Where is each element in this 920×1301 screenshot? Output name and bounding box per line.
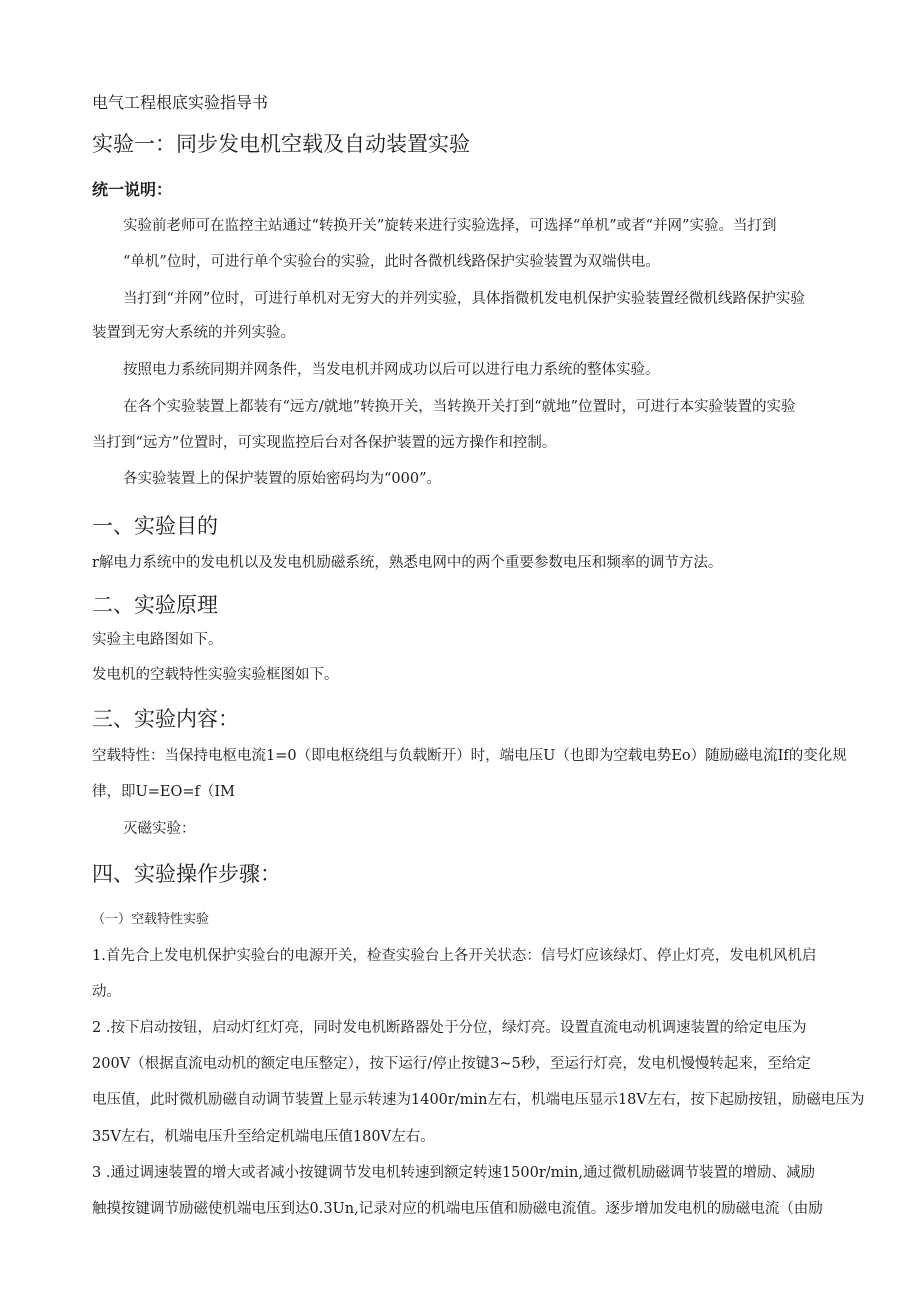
unified-note-heading: 统一说明：: [92, 180, 173, 199]
principle-line: 发电机的空载特性实验实验框图如下。: [92, 667, 339, 683]
content-line: 灭磁实验：: [123, 821, 196, 837]
document-header: 电气工程根底实验指导书: [92, 93, 269, 112]
step-line: 35V左右，机端电压升至给定机端电压值180V左右。: [92, 1129, 435, 1145]
step-line: 200V（根据直流电动机的额定电压整定），按下运行/停止按键3~5秒，至运行灯亮，发电机慢慢转起来，至给定: [92, 1056, 811, 1072]
intro-paragraph-line: 在各个实验装置上都装有“远方/就地”转换开关，当转换开关打到“就地”位置时，可进行本实验装置的实验: [123, 399, 796, 415]
step-line: 动。: [92, 984, 121, 1000]
section-heading-principle: 二、实验原理: [92, 593, 218, 617]
purpose-text: r解电力系统中的发电机以及发电机励磁系统，熟悉电网中的两个重要参数电压和频率的调节方法。: [92, 555, 723, 571]
intro-paragraph-line: “单机”位时，可进行单个实验台的实验，此时各微机线路保护实验装置为双端供电。: [123, 254, 660, 270]
step-line: 1.首先合上发电机保护实验台的电源开关，检查实验台上各开关状态：信号灯应该绿灯、停止灯亮，发电机风机启: [92, 948, 817, 964]
step-line: 3 .通过调速装置的增大或者减小按键调节发电机转速到额定转速1500r/min,通过微机励磁调节装置的增励、减励: [92, 1165, 815, 1181]
section-heading-steps: 四、实验操作步骤：: [92, 862, 281, 886]
intro-paragraph-line: 实验前老师可在监控主站通过“转换开关”旋转来进行实验选择，可选择“单机”或者“并网”实验。当打到: [123, 218, 777, 234]
intro-paragraph-line: 各实验装置上的保护装置的原始密码均为“000”。: [123, 471, 441, 487]
intro-paragraph-line: 当打到“并网”位时，可进行单机对无穷大的并列实验，具体指微机发电机保护实验装置经微机线路保护实验: [123, 291, 805, 307]
principle-line: 实验主电路图如下。: [92, 632, 223, 648]
section-heading-purpose: 一、实验目的: [92, 514, 218, 538]
intro-paragraph-line: 按照电力系统同期并网条件，当发电机并网成功以后可以进行电力系统的整体实验。: [123, 362, 660, 378]
intro-paragraph-line: 当打到“远方”位置时，可实现监控后台对各保护装置的远方操作和控制。: [92, 435, 557, 451]
content-line: 律，即U=EO=f（IM: [92, 784, 235, 800]
section-heading-content: 三、实验内容：: [92, 707, 239, 731]
content-line: 空载特性：当保持电枢电流1=0（即电枢绕组与负载断开）时，端电压U（也即为空载电势Eo）随励磁电流If的变化规: [92, 748, 847, 764]
experiment-title: 实验一：同步发电机空载及自动装置实验: [92, 132, 470, 156]
steps-subheading: （一）空载特性实验: [92, 912, 210, 927]
step-line: 触摸按键调节励磁使机端电压到达0.3Un,记录对应的机端电压值和励磁电流值。逐步增加发电机的励磁电流（由励: [92, 1201, 823, 1217]
step-line: 2 .按下启动按钮，启动灯红灯亮，同时发电机断路器处于分位，绿灯亮。设置直流电动机调速装置的给定电压为: [92, 1020, 807, 1036]
intro-paragraph-line: 装置到无穷大系统的并列实验。: [92, 325, 295, 341]
step-line: 电压值，此时微机励磁自动调节装置上显示转速为1400r/min左右，机端电压显示18V左右，按下起励按钮，励磁电压为: [92, 1092, 865, 1108]
